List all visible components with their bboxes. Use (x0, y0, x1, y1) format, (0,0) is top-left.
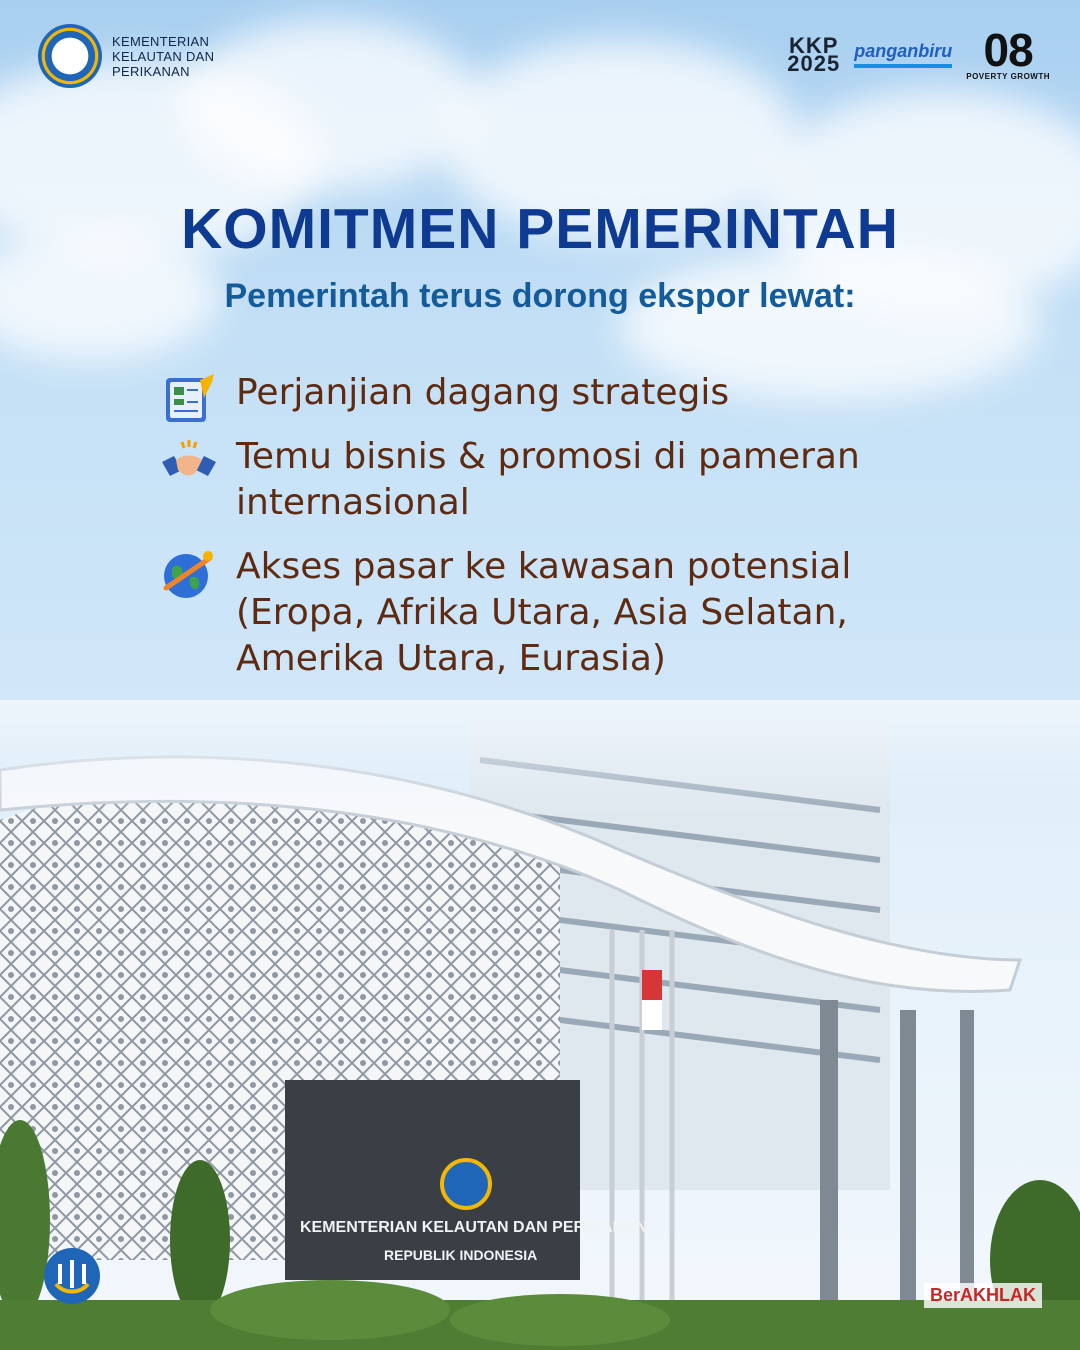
kkp-2025-logo (787, 32, 841, 76)
commitment-list (160, 370, 960, 682)
list-item-line: Perjanjian dagang strategis (236, 372, 730, 413)
neptune-logo (40, 1244, 104, 1312)
ppg-labels (966, 72, 1050, 81)
berakhlak-badge: BerAKHLAK (924, 1283, 1042, 1308)
list-item-line: Temu bisnis & promosi di pameran (236, 436, 860, 477)
contract-scroll-icon (160, 372, 218, 428)
trident-icon (40, 1244, 104, 1308)
ministry-name-line1: KEMENTERIAN (112, 33, 210, 49)
ministry-emblem-icon (38, 24, 102, 88)
ministry-name (112, 34, 214, 79)
ministry-name-line2: KELAUTAN DAN (112, 48, 215, 64)
ministry-building-illustration (0, 700, 1080, 1350)
list-item (160, 370, 960, 416)
ppg-poverty-label: POVERTY (966, 72, 1008, 81)
page-subtitle: Pemerintah terus dorong ekspor lewat: (224, 277, 856, 315)
poverty-growth-logo (966, 24, 1050, 81)
list-item-line: Amerika Utara, Eurasia) (236, 638, 666, 679)
kkp-logo-line1: KKP (789, 32, 839, 58)
ppg-number: 08 (983, 24, 1033, 76)
page-title: KOMITMEN PEMERINTAH (181, 197, 899, 261)
ppg-growth-label: GROWTH (1010, 72, 1050, 81)
list-item-line: Akses pasar ke kawasan potensial (236, 546, 852, 587)
partner-logos (787, 24, 1050, 81)
list-item-line: internasional (236, 482, 470, 523)
list-item-line: (Eropa, Afrika Utara, Asia Selatan, (236, 592, 848, 633)
panganbiru-logo: panganbiru (854, 41, 952, 68)
list-item (160, 434, 960, 526)
kkp-logo-line2: 2025 (787, 50, 841, 76)
globe-icon (160, 546, 218, 602)
list-item (160, 544, 960, 682)
ministry-name-line3: PERIKANAN (112, 63, 190, 79)
ministry-logo (38, 24, 214, 88)
handshake-icon (160, 436, 218, 492)
